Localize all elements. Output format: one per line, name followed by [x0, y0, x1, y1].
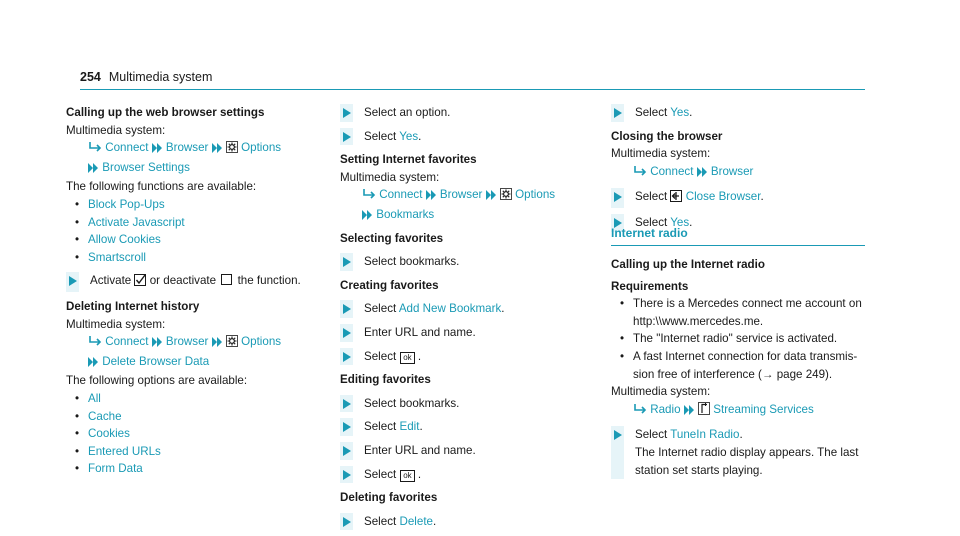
step-arrow-icon — [343, 422, 351, 432]
heading-requirements: Requirements — [611, 279, 689, 293]
double-chevron-icon — [152, 141, 163, 159]
path-delete-browser-data[interactable]: Delete Browser Data — [102, 354, 210, 368]
step: Select Yes. — [340, 128, 590, 146]
gear-icon — [500, 188, 512, 206]
page-header — [80, 70, 212, 84]
step: Select bookmarks. — [340, 395, 590, 413]
column-2 — [340, 104, 590, 536]
path-arrow-icon — [362, 188, 376, 206]
step: Select Yes. — [611, 104, 866, 122]
heading-creating-favorites: Creating favorites — [340, 278, 439, 292]
double-chevron-icon — [88, 355, 99, 373]
path-browser[interactable]: Browser — [710, 164, 754, 178]
double-chevron-icon — [212, 141, 223, 159]
step-arrow-icon — [343, 328, 351, 338]
step-arrow-icon — [614, 192, 622, 202]
path-connect[interactable]: Connect — [379, 188, 423, 202]
list-item: • Form Data — [74, 462, 143, 476]
path-connect[interactable]: Connect — [105, 335, 149, 349]
list-item: • The "Internet radio" service is activated. — [619, 332, 838, 346]
menu-path — [611, 163, 866, 183]
heading-browser-settings: Calling up the web browser settings — [66, 106, 265, 119]
path-connect[interactable]: Connect — [105, 141, 149, 155]
multimedia-label: Multimedia system: — [611, 385, 711, 399]
step-arrow-icon — [343, 304, 351, 314]
section-rule — [611, 245, 865, 246]
section-internet-radio — [611, 225, 865, 485]
path-browser[interactable]: Browser — [165, 335, 209, 349]
options-intro: The following options are available: — [66, 374, 248, 388]
path-bookmarks[interactable]: Bookmarks — [376, 207, 435, 221]
list-item: • All — [74, 391, 101, 405]
step: Select Add New Bookmark. — [340, 300, 590, 318]
list-item: • Cookies — [74, 427, 130, 441]
list-item: • Activate Javascript — [74, 215, 185, 229]
section-title: Internet radio — [611, 226, 688, 240]
functions-intro: The following functions are available: — [66, 180, 257, 194]
step: Select bookmarks. — [340, 253, 590, 271]
step: Activate or deactivate the function. — [66, 272, 321, 292]
heading-closing-browser: Closing the browser — [611, 129, 723, 143]
step: Select ok . — [340, 466, 590, 484]
step-arrow-icon — [343, 517, 351, 527]
menu-path-cont — [66, 159, 321, 179]
double-chevron-icon — [212, 335, 223, 353]
list-item-cont: http:\\www.mercedes.me. — [633, 314, 764, 328]
menu-path — [66, 139, 321, 159]
step-arrow-icon — [69, 276, 77, 286]
antenna-icon — [698, 402, 710, 421]
step: Enter URL and name. — [340, 442, 590, 460]
checkbox-unchecked-icon — [221, 274, 232, 285]
step-arrow-icon — [343, 446, 351, 456]
path-streaming-services[interactable]: Streaming Services — [713, 402, 814, 416]
double-chevron-icon — [88, 161, 99, 179]
multimedia-label: Multimedia system: — [66, 123, 166, 137]
page-number: 254 — [80, 70, 101, 84]
step-arrow-icon — [343, 470, 351, 480]
step: Enter URL and name. — [340, 324, 590, 342]
path-arrow-icon — [88, 141, 102, 159]
ok-key-icon: ok — [400, 470, 414, 482]
close-browser-icon — [670, 190, 682, 208]
step-arrow-icon — [343, 108, 351, 118]
multimedia-label: Multimedia system: — [340, 170, 440, 184]
step: Select Edit. — [340, 418, 590, 436]
double-chevron-icon — [684, 403, 695, 421]
gear-icon — [226, 141, 238, 159]
double-chevron-icon — [426, 188, 437, 206]
column-1 — [66, 104, 321, 478]
double-chevron-icon — [697, 165, 708, 183]
list-item: • A fast Internet connection for data transmis- — [619, 349, 858, 363]
column-3 — [611, 104, 866, 238]
step-arrow-icon — [343, 399, 351, 409]
path-options[interactable]: Options — [515, 188, 556, 202]
menu-path — [340, 186, 590, 206]
list-item: • Smartscroll — [74, 250, 146, 264]
multimedia-label: Multimedia system: — [66, 317, 166, 331]
double-chevron-icon — [486, 188, 497, 206]
ok-key-icon: ok — [400, 352, 414, 364]
path-arrow-icon — [633, 165, 647, 183]
header-rule — [80, 89, 865, 90]
path-radio[interactable]: Radio — [650, 402, 681, 416]
heading-selecting-favorites: Selecting favorites — [340, 231, 444, 245]
path-options[interactable]: Options — [241, 335, 282, 349]
menu-path — [611, 401, 865, 421]
step: Select an option. — [340, 104, 590, 122]
double-chevron-icon — [362, 208, 373, 226]
path-browser[interactable]: Browser — [165, 141, 209, 155]
path-browser[interactable]: Browser — [439, 188, 483, 202]
step: Select ok . — [340, 348, 590, 366]
step: Select Delete. — [340, 513, 590, 531]
list-item-cont: sion free of interference (→ page 249). — [633, 367, 833, 381]
path-arrow-icon — [88, 335, 102, 353]
gear-icon — [226, 335, 238, 353]
menu-path-cont — [340, 206, 590, 226]
step: Select Close Browser. — [611, 188, 866, 208]
step-arrow-icon — [614, 108, 622, 118]
path-options[interactable]: Options — [241, 141, 282, 155]
heading-calling-radio: Calling up the Internet radio — [611, 258, 765, 271]
menu-path-cont — [66, 353, 321, 373]
step-arrow-icon — [614, 430, 622, 440]
list-item: • Allow Cookies — [74, 233, 161, 247]
menu-path — [66, 333, 321, 353]
heading-delete-history: Deleting Internet history — [66, 299, 200, 313]
step-arrow-icon — [343, 352, 351, 362]
multimedia-label: Multimedia system: — [611, 147, 711, 161]
list-item: • There is a Mercedes connect me account on — [619, 297, 862, 311]
step: Select TuneIn Radio. The Internet radio display appears. The last station set starts playing. — [611, 426, 865, 479]
list-item: • Block Pop-Ups — [74, 197, 165, 211]
step-arrow-icon — [343, 257, 351, 267]
path-connect[interactable]: Connect — [650, 164, 694, 178]
heading-setting-favorites: Setting Internet favorites — [340, 153, 477, 167]
path-browser-settings[interactable]: Browser Settings — [102, 160, 190, 174]
double-chevron-icon — [152, 335, 163, 353]
list-item: • Entered URLs — [74, 444, 161, 458]
step-arrow-icon — [343, 132, 351, 142]
page-title: Multimedia system — [108, 70, 213, 84]
step: Select Yes. — [611, 214, 866, 232]
checkbox-checked-icon — [134, 274, 146, 292]
heading-editing-favorites: Editing favorites — [340, 373, 431, 387]
path-arrow-icon — [633, 403, 647, 421]
heading-deleting-favorites: Deleting favorites — [340, 491, 438, 505]
list-item: • Cache — [74, 409, 122, 423]
